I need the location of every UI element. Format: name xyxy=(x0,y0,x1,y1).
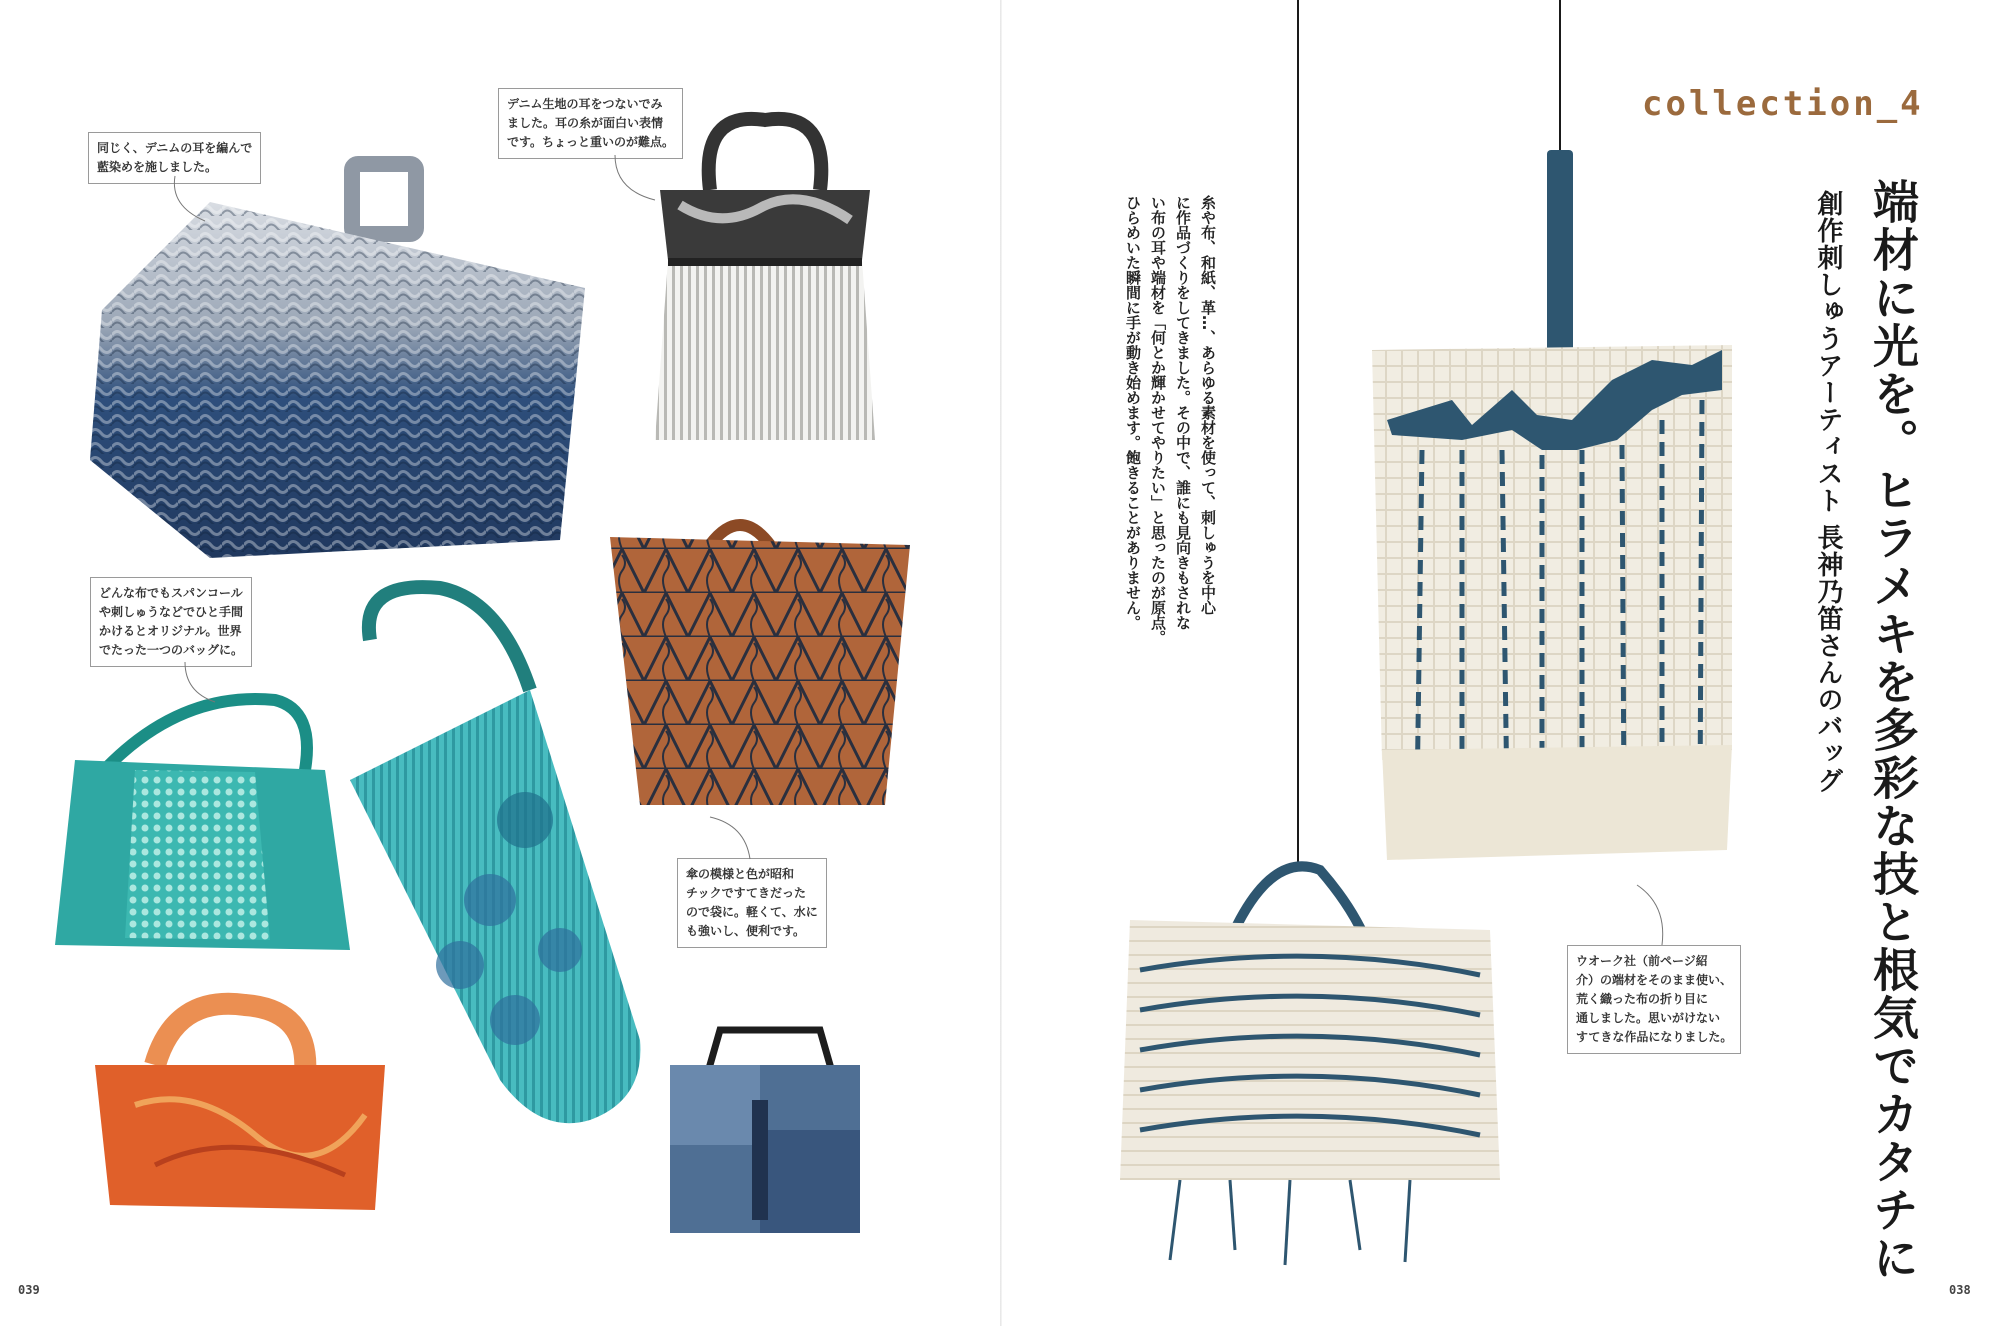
photo-cream-leather-tote xyxy=(1120,850,1510,1270)
caption-line: 傘の模様と色が昭和 xyxy=(686,867,795,881)
photo-patchwork-denim-bag xyxy=(660,1020,870,1235)
caption-line: ので袋に。軽くて、水に xyxy=(686,905,818,919)
leader-line xyxy=(180,662,220,707)
body-line: に作品づくりをしてきました。その中で、誰にも見向きもされな xyxy=(1174,195,1192,630)
leader-line xyxy=(170,176,210,226)
series-label: collection_4 xyxy=(1642,84,1924,124)
photo-woven-denim-bag xyxy=(90,160,610,570)
caption-line: 同じく、デニムの耳を編んで xyxy=(97,141,253,155)
photo-sequin-bag xyxy=(55,690,355,955)
body-line: ひらめいた瞬間に手が動き始めます。飽きることがありません。 xyxy=(1124,195,1142,630)
leader-line xyxy=(610,155,660,205)
caption-line: や刺しゅうなどでひと手間 xyxy=(99,605,244,619)
folio-left: 039 xyxy=(18,1283,40,1297)
photo-turquoise-long-bag xyxy=(340,580,670,1140)
caption-line: デニム生地の耳をつないでみ xyxy=(507,97,663,111)
caption-umbrella xyxy=(677,858,827,948)
caption-line: 介）の端材をそのまま使い、 xyxy=(1576,973,1733,987)
caption-line: かけるとオリジナル。世界 xyxy=(99,624,242,638)
caption-line: も強いし、便利です。 xyxy=(686,924,806,938)
caption-line: ウオーク社（前ページ紹 xyxy=(1576,954,1708,968)
caption-denim-selvage xyxy=(498,88,683,159)
caption-line: 通しました。思いがけない xyxy=(1576,1011,1721,1025)
page-subtitle: 創作刺しゅうアーティスト 長神乃笛さんのバッグ xyxy=(1813,190,1843,795)
folio-right: 038 xyxy=(1949,1283,1971,1297)
photo-fringe-tote xyxy=(640,110,890,450)
leader-line xyxy=(705,815,755,860)
caption-line: 藍染めを施しました。 xyxy=(97,160,218,174)
caption-line: すてきな作品になりました。 xyxy=(1576,1030,1733,1044)
hanging-cord xyxy=(1559,0,1561,150)
caption-line: です。ちょっと重いのが難点。 xyxy=(507,135,675,149)
leader-line xyxy=(1632,885,1672,947)
caption-sequin xyxy=(90,577,252,667)
caption-line: チックですてきだった xyxy=(686,886,807,900)
hanging-cord xyxy=(1297,0,1299,870)
caption-line: ました。耳の糸が面白い表情 xyxy=(507,116,664,130)
caption-line: 荒く織った布の折り目に xyxy=(1576,992,1709,1006)
caption-line: でたった一つのバッグに。 xyxy=(99,643,244,657)
body-line: 糸や布、和紙、革…、あらゆる素材を使って、刺しゅうを中心 xyxy=(1199,195,1217,615)
body-line: い布の耳や端材を「何とか輝かせてやりたい」と思ったのが原点。 xyxy=(1149,195,1167,645)
body-text xyxy=(1120,195,1220,665)
photo-cream-woven-bag xyxy=(1362,150,1742,880)
caption-line: どんな布でもスパンコール xyxy=(99,586,243,600)
right-page xyxy=(1002,0,2000,1326)
page-title: 端材に光を。ヒラメキを多彩な技と根気でカタチに xyxy=(1866,178,1920,1282)
photo-orange-bag xyxy=(95,995,385,1210)
caption-woak-scraps xyxy=(1567,945,1741,1054)
